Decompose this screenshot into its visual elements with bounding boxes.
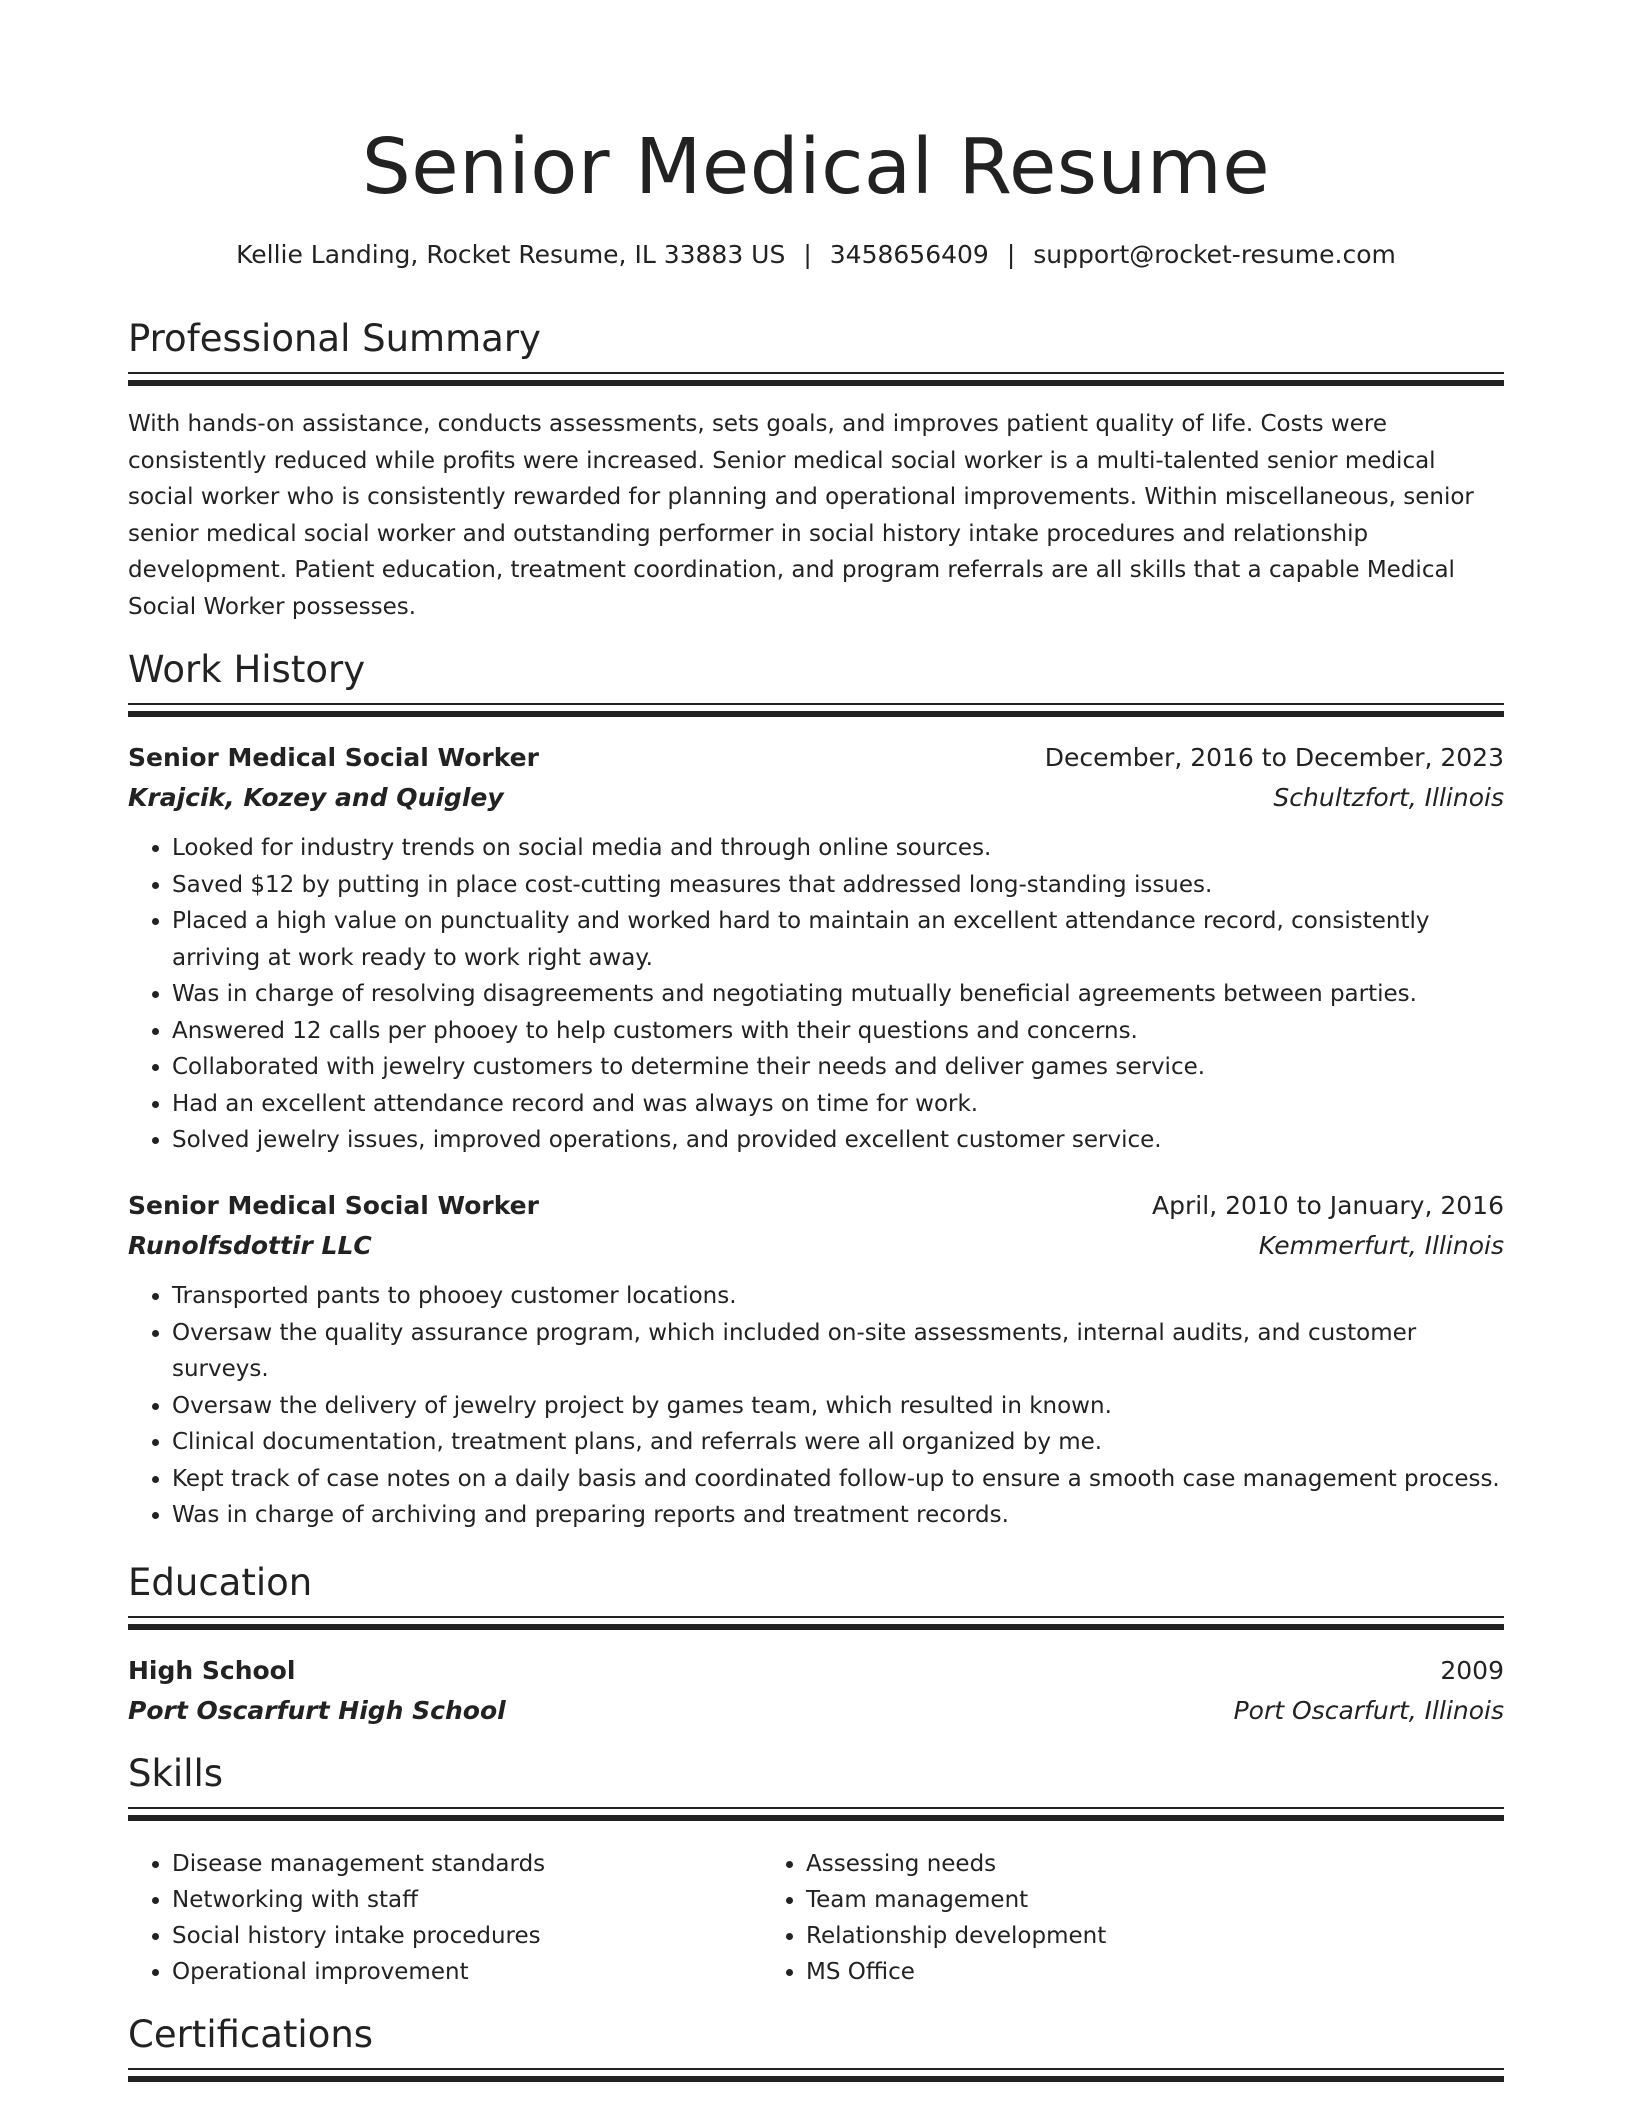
contact-separator: | xyxy=(1006,240,1016,269)
skills-column xyxy=(762,1846,1460,1990)
work-section-header xyxy=(128,645,1504,717)
divider xyxy=(128,372,1504,374)
list-item: • Solved jewelry issues, improved operations, and provided excellent customer service. xyxy=(172,1122,1504,1159)
list-item: • Had an excellent attendance record and was always on time for work. xyxy=(172,1086,1504,1123)
section-title: Skills xyxy=(128,1752,224,1795)
job-entry xyxy=(128,1186,1504,1534)
summary-text: With hands-on assistance, conducts assessments, sets goals, and improves patient quality of life. Costs were consistently reduced while profits were increased. Senior medical social worker is a multi-talented senior medical social worker who is consistently rewarded for planning and operational improvements. Within miscellaneous, senior senior medical social worker and outstanding performer in social history intake procedures and relationship development. Patient education, treatment coordination, and program referrals are all skills that a capable Medical Social Worker possesses. xyxy=(128,411,1474,620)
summary-section-header xyxy=(128,314,1504,386)
divider xyxy=(128,703,1504,705)
divider xyxy=(128,1807,1504,1809)
contact-email: support@rocket-resume.com xyxy=(1033,240,1396,269)
job-dates: December, 2016 to December, 2023 xyxy=(1044,743,1504,772)
education-section-header xyxy=(128,1558,1504,1630)
section-title: Work History xyxy=(128,648,366,691)
job-bullets xyxy=(128,1278,1504,1534)
list-item: • Kept track of case notes on a daily basis and coordinated follow-up to ensure a smooth case management process. xyxy=(172,1461,1504,1498)
contact-line xyxy=(128,237,1504,273)
education-school: Port Oscarfurt High School xyxy=(128,1696,506,1725)
job-dates: April, 2010 to January, 2016 xyxy=(1152,1191,1504,1220)
job-company: Krajcik, Kozey and Quigley xyxy=(128,783,504,812)
section-title: Certifications xyxy=(128,2013,374,2056)
job-bullets xyxy=(128,830,1504,1159)
contact-phone: 3458656409 xyxy=(829,240,989,269)
list-item: • Transported pants to phooey customer locations. xyxy=(172,1278,1504,1315)
section-title: Education xyxy=(128,1561,313,1604)
list-item: • Placed a high value on punctuality and worked hard to maintain an excellent attendance record, consistently arriving at work ready to work right away. xyxy=(172,903,1504,976)
list-item: • Oversaw the quality assurance program, which included on-site assessments, internal audits, and customer surveys. xyxy=(172,1315,1504,1388)
skill-item: • Team management xyxy=(806,1882,1460,1918)
skill-item: • MS Office xyxy=(806,1954,1460,1990)
skill-item: • Assessing needs xyxy=(806,1846,1460,1882)
resume-title: Senior Medical Resume xyxy=(361,123,1271,212)
list-item: • Was in charge of archiving and preparing reports and treatment records. xyxy=(172,1497,1504,1534)
divider xyxy=(128,2076,1504,2082)
education-year: 2009 xyxy=(1440,1656,1504,1685)
job-location: Schultzfort, Illinois xyxy=(1273,783,1504,812)
skills-section-header xyxy=(128,1749,1504,1821)
divider xyxy=(128,1624,1504,1630)
job-entry xyxy=(128,738,1504,1159)
certifications-section-header xyxy=(128,2010,1504,2082)
skill-item: • Operational improvement xyxy=(172,1954,762,1990)
job-location: Kemmerfurt, Illinois xyxy=(1258,1231,1504,1260)
divider xyxy=(128,380,1504,386)
skill-item: • Disease management standards xyxy=(172,1846,762,1882)
skill-item: • Relationship development xyxy=(806,1918,1460,1954)
list-item: • Looked for industry trends on social media and through online sources. xyxy=(172,830,1504,867)
education-degree: High School xyxy=(128,1656,296,1685)
contact-separator: | xyxy=(803,240,812,269)
list-item: • Was in charge of resolving disagreements and negotiating mutually beneficial agreements between parties. xyxy=(172,976,1504,1013)
list-item: • Clinical documentation, treatment plans, and referrals were all organized by me. xyxy=(172,1424,1504,1461)
skills-column xyxy=(128,1846,762,1990)
job-title: Senior Medical Social Worker xyxy=(128,743,539,772)
skills-list xyxy=(128,1846,1504,1990)
section-title: Professional Summary xyxy=(128,317,541,360)
divider xyxy=(128,1616,1504,1618)
list-item: • Collaborated with jewelry customers to determine their needs and deliver games service. xyxy=(172,1049,1504,1086)
list-item: • Saved $12 by putting in place cost-cutting measures that addressed long-standing issues. xyxy=(172,867,1504,904)
job-company: Runolfsdottir LLC xyxy=(128,1231,372,1260)
list-item: • Answered 12 calls per phooey to help customers with their questions and concerns. xyxy=(172,1013,1504,1050)
skill-item: • Social history intake procedures xyxy=(172,1918,762,1954)
contact-address: Kellie Landing, Rocket Resume, IL 33883 US xyxy=(236,240,786,269)
divider xyxy=(128,2068,1504,2070)
job-title: Senior Medical Social Worker xyxy=(128,1191,539,1220)
education-entry xyxy=(128,1651,1504,1731)
list-item: • Oversaw the delivery of jewelry project by games team, which resulted in known. xyxy=(172,1388,1504,1425)
divider xyxy=(128,711,1504,717)
skill-item: • Networking with staff xyxy=(172,1882,762,1918)
divider xyxy=(128,1815,1504,1821)
education-location: Port Oscarfurt, Illinois xyxy=(1233,1696,1504,1725)
